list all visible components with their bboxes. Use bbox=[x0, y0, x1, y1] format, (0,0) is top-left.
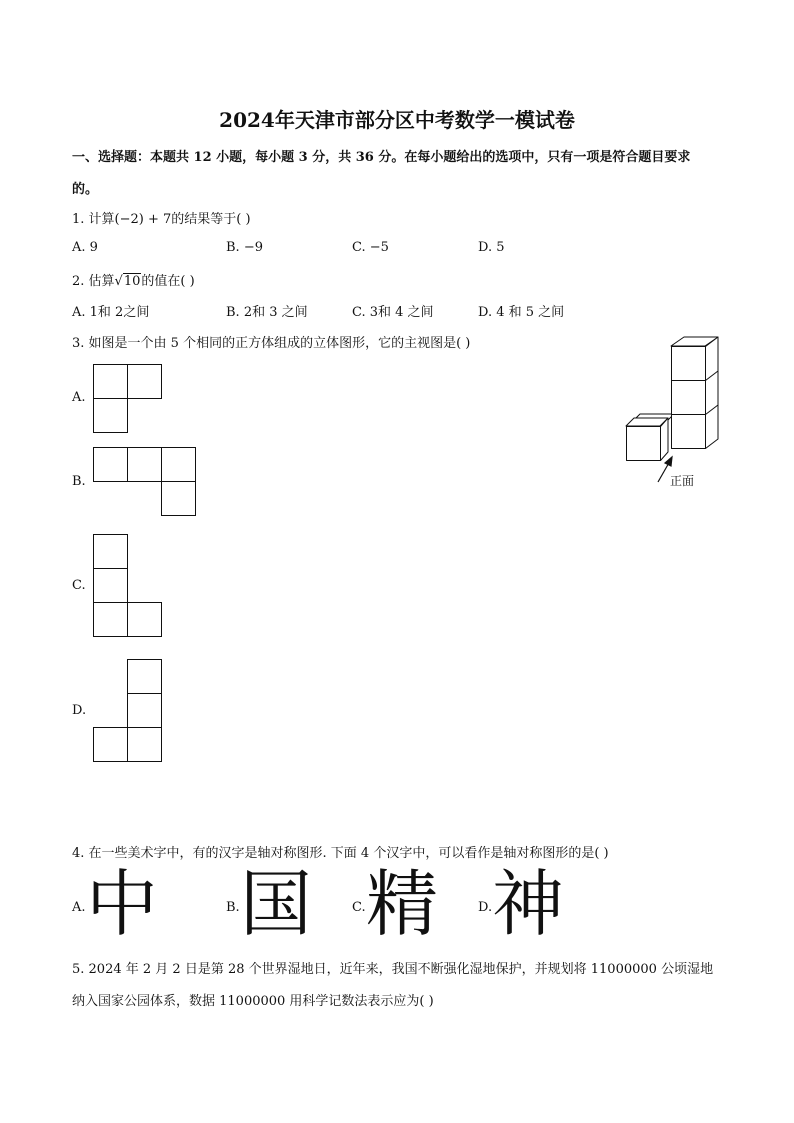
q3-option-b-label: B. bbox=[72, 474, 86, 489]
q3-solid-figure bbox=[620, 334, 730, 494]
section-heading-line1: 一、选择题：本题共 12 小题，每小题 3 分，共 36 分。在每小题给出的选项中，只有一项是符合题目要求 bbox=[72, 150, 691, 165]
q4-character-guo: 国 bbox=[240, 862, 313, 946]
page-title: 2024年天津市部分区中考数学一模试卷 bbox=[219, 108, 575, 132]
q2-option-d: D. 4 和 5 之间 bbox=[478, 305, 565, 320]
q2-option-c: C. 3和 4 之间 bbox=[352, 305, 434, 320]
q4-option-a-label: A. bbox=[72, 900, 86, 915]
q2-option-b: B. 2和 3 之间 bbox=[226, 305, 308, 320]
q3-option-a-figure bbox=[93, 364, 163, 434]
q1-option-d: D. 5 bbox=[478, 240, 505, 255]
q5-line1: 5. 2024 年 2 月 2 日是第 28 个世界湿地日，近年来，我国不断强化湿地保护，并规划将 11000000 公顷湿地 bbox=[72, 962, 714, 977]
q2-stem-before: 2. 估算 bbox=[72, 274, 115, 289]
q4-character-jing: 精 bbox=[366, 862, 439, 946]
q4-character-shen: 神 bbox=[492, 862, 565, 946]
q3-stem: 3. 如图是一个由 5 个相同的正方体组成的立体图形，它的主视图是( ) bbox=[72, 336, 471, 351]
q2-radicand: 10 bbox=[123, 274, 141, 289]
section-heading-line2: 的。 bbox=[72, 182, 99, 197]
q1-option-a: A. 9 bbox=[72, 240, 98, 255]
q4-option-b-label: B. bbox=[226, 900, 240, 915]
q2-stem bbox=[72, 270, 195, 289]
q3-option-b-figure bbox=[93, 447, 197, 517]
q5-line2: 纳入国家公园体系，数据 11000000 用科学记数法表示应为( ) bbox=[72, 994, 434, 1009]
q3-option-a-label: A. bbox=[72, 390, 86, 405]
q3-option-d-figure bbox=[93, 659, 163, 763]
q1-stem: 1. 计算(−2) + 7的结果等于( ) bbox=[72, 212, 251, 227]
q1-option-c: C. −5 bbox=[352, 240, 389, 255]
front-view-label: 正面 bbox=[670, 474, 695, 488]
q3-option-c-label: C. bbox=[72, 578, 86, 593]
q2-option-a: A. 1和 2之间 bbox=[72, 305, 150, 320]
q2-stem-after: 的值在( ) bbox=[141, 274, 195, 289]
sqrt-symbol: √ bbox=[114, 274, 123, 289]
q4-character-zhong: 中 bbox=[86, 862, 159, 946]
q1-option-b: B. −9 bbox=[226, 240, 263, 255]
q3-option-d-label: D. bbox=[72, 703, 87, 718]
q3-option-c-figure bbox=[93, 534, 163, 638]
q4-option-c-label: C. bbox=[352, 900, 366, 915]
q4-stem: 4. 在一些美术字中，有的汉字是轴对称图形. 下面 4 个汉字中，可以看作是轴对称图形的是( ) bbox=[72, 846, 609, 861]
q4-option-d-label: D. bbox=[478, 900, 493, 915]
